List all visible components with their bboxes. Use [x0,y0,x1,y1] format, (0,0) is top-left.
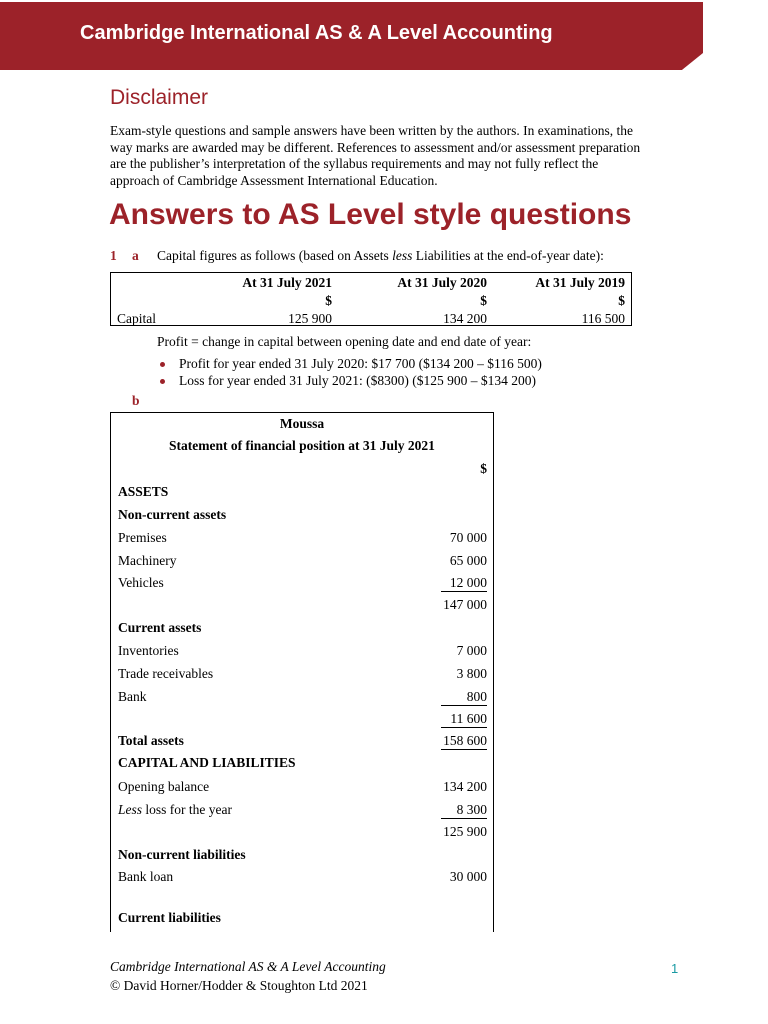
row-label: Opening balance [118,779,210,794]
row-value: 3 800 [456,666,487,681]
noncurrent-assets-total: 147 000 [443,597,487,612]
row-value: 12 000 [441,575,487,592]
less-italic: Less [118,802,143,817]
capital-value-2021: 125 900 [288,311,332,326]
capital-value-2019: 116 500 [581,311,625,326]
bullet-icon [160,379,165,384]
question-number: 1 [110,248,117,263]
list-item [157,356,542,373]
profit-bullets [157,356,542,390]
table-row [111,530,493,548]
list-item [157,373,542,390]
capital-value-2020: 134 200 [443,311,487,326]
bullet-text: Loss for year ended 31 July 2021: ($8300) ($125 900 – $134 200) [179,373,536,388]
current-assets-total: 11 600 [441,711,487,728]
row-label [118,802,232,818]
noncurrent-liabilities-heading: Non-current liabilities [118,847,246,862]
capital-header-2019: At 31 July 2019 [535,275,625,290]
current-liabilities-heading-row [111,910,493,928]
row-value: 65 000 [449,553,487,568]
current-liabilities-heading: Current liabilities [118,910,221,925]
row-value: 800 [441,689,487,706]
row-label: Machinery [118,553,177,568]
capital-liabilities-heading-row [111,755,493,773]
intro-text-end: Liabilities at the end-of-year date): [412,248,604,263]
row-label: Bank [118,689,147,704]
disclaimer-line: Exam-style questions and sample answers have been written by the authors. In examinations, the [110,123,633,138]
question-intro [157,248,604,264]
assets-heading: ASSETS [118,484,169,499]
current-assets-heading: Current assets [118,620,202,635]
table-row [111,643,493,661]
disclaimer-line: are the publisher’s interpretation of the syllabus requirements and may not fully reflect the [110,156,599,171]
assets-heading-row [111,484,493,502]
table-row [111,802,493,820]
row-label: Inventories [118,643,179,658]
capital-row-label: Capital [117,311,156,326]
footer-book-title: Cambridge International AS & A Level Accounting [110,959,386,974]
bullet-text: Profit for year ended 31 July 2020: $17 700 ($134 200 – $116 500) [179,356,542,371]
disclaimer-heading: Disclaimer [110,86,209,109]
row-value: 70 000 [449,530,487,545]
statement-currency: $ [480,461,487,476]
row-value: 7 000 [456,643,487,658]
subtotal-row [111,597,493,615]
intro-text: Capital figures as follows (based on Assets [157,248,393,263]
capital-currency: $ [325,293,332,308]
row-label: Trade receivables [118,666,214,681]
bullet-icon [160,362,165,367]
total-assets-label: Total assets [118,733,184,748]
capital-table [110,272,632,326]
row-label: Premises [118,530,167,545]
statement-company-name: Moussa [279,416,325,431]
row-value: 30 000 [449,869,487,884]
noncurrent-assets-heading: Non-current assets [118,507,227,522]
table-row [111,869,493,887]
capital-currency: $ [480,293,487,308]
question-part-a: a [132,248,139,263]
footer-copyright: © David Horner/Hodder & Stoughton Ltd 2021 [110,978,368,993]
statement-currency-row [111,461,493,479]
disclaimer-line: approach of Cambridge Assessment International Education. [110,172,438,188]
page-number: 1 [671,961,679,976]
intro-italic: less [392,248,413,263]
row-label: Vehicles [118,575,164,590]
table-row [111,553,493,571]
row-label: Bank loan [118,869,174,884]
question-part-b: b [132,393,140,408]
disclaimer-text [110,123,675,189]
capital-liabilities-heading: CAPITAL AND LIABILITIES [118,755,296,770]
row-value: 8 300 [441,802,487,819]
row-value: 134 200 [443,779,487,794]
noncurrent-liabilities-heading-row [111,847,493,865]
less-loss-text: loss for the year [142,802,232,817]
subtotal-row [111,711,493,729]
profit-explanation: Profit = change in capital between opening date and end date of year: [157,334,532,349]
capital-header-2020: At 31 July 2020 [397,275,487,290]
table-row [111,779,493,797]
total-assets-value: 158 600 [441,733,487,750]
financial-position-statement [110,412,494,932]
table-row [111,666,493,684]
capital-currency: $ [618,293,625,308]
current-assets-heading-row [111,620,493,638]
subtotal-row [111,824,493,842]
noncurrent-assets-heading-row [111,507,493,525]
total-assets-row [111,733,493,751]
table-row [111,689,493,707]
answers-heading: Answers to AS Level style questions [109,198,632,231]
capital-total: 125 900 [443,824,487,839]
header-title: Cambridge International AS & A Level Accounting [80,22,553,44]
capital-header-2021: At 31 July 2021 [242,275,332,290]
statement-title: Statement of financial position at 31 July 2021 [169,438,435,453]
disclaimer-line: way marks are awarded may be different. References to assessment and/or assessment preparation [110,139,641,155]
table-row [111,575,493,593]
